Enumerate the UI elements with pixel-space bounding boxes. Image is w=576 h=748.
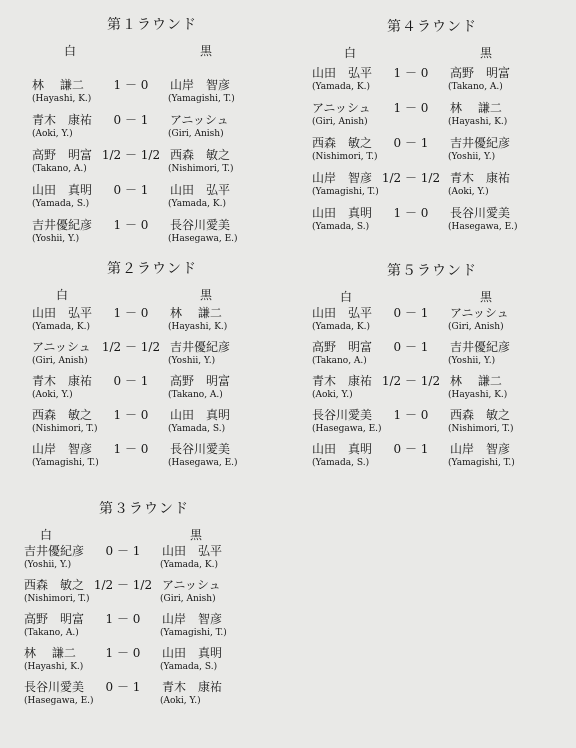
game-row xyxy=(32,181,272,215)
black-player-name: 林 謙二 xyxy=(450,374,502,388)
white-player-romaji: (Aoki, Y.) xyxy=(312,390,353,400)
black-player-romaji: (Hayashi, K.) xyxy=(448,390,508,400)
white-player-romaji: (Yamada, S.) xyxy=(312,458,370,468)
game-result: 1/2 － 1/2 xyxy=(101,340,161,354)
game-row xyxy=(32,440,272,474)
white-column-header: 白 xyxy=(40,528,53,542)
game-result: 1 － 0 xyxy=(393,408,429,422)
white-player-name: 山田 真明 xyxy=(32,183,93,197)
game-row xyxy=(312,304,552,338)
game-row xyxy=(312,99,552,133)
game-row xyxy=(312,204,552,238)
round-title: 第５ラウンド xyxy=(387,263,477,279)
white-player-romaji: (Nishimori, T.) xyxy=(32,424,98,434)
game-result: 0 － 1 xyxy=(393,136,429,150)
game-result: 1/2 － 1/2 xyxy=(381,374,441,388)
round-title: 第２ラウンド xyxy=(107,261,197,277)
round-block-4 xyxy=(312,16,552,239)
white-player-name: 高野 明富 xyxy=(312,340,373,354)
game-row xyxy=(32,146,272,180)
game-row xyxy=(312,64,552,98)
black-player-romaji: (Nishimori, T.) xyxy=(448,424,514,434)
black-player-name: 長谷川愛美 xyxy=(450,206,511,220)
black-player-romaji: (Hasegawa, E.) xyxy=(168,458,238,468)
white-player-romaji: (Yamagishi, T.) xyxy=(32,458,99,468)
game-row xyxy=(32,216,272,250)
round-title: 第４ラウンド xyxy=(387,19,477,35)
white-player-romaji: (Giri, Anish) xyxy=(32,356,88,366)
black-player-romaji: (Yamada, S.) xyxy=(168,424,226,434)
white-player-name: 山田 弘平 xyxy=(312,66,373,80)
game-row xyxy=(32,304,272,338)
white-player-name: 高野 明富 xyxy=(32,148,93,162)
white-player-name: 吉井優紀彦 xyxy=(32,218,93,232)
white-player-romaji: (Yamada, S.) xyxy=(32,199,90,209)
black-player-name: 吉井優紀彦 xyxy=(450,136,511,150)
game-row xyxy=(312,406,552,440)
white-player-name: 山田 真明 xyxy=(312,206,373,220)
white-player-name: 長谷川愛美 xyxy=(312,408,373,422)
black-player-name: 山岸 智彦 xyxy=(450,442,511,456)
game-result: 1/2 － 1/2 xyxy=(381,171,441,185)
white-player-name: 山田 弘平 xyxy=(32,306,93,320)
white-player-name: 林 謙二 xyxy=(24,646,76,660)
white-player-romaji: (Hasegawa, E.) xyxy=(24,696,94,706)
white-player-name: 山田 弘平 xyxy=(312,306,373,320)
game-row xyxy=(32,406,272,440)
black-player-romaji: (Giri, Anish) xyxy=(168,129,224,139)
black-player-name: 西森 敏之 xyxy=(170,148,231,162)
black-player-romaji: (Yamada, K.) xyxy=(168,199,226,209)
white-player-romaji: (Yamada, K.) xyxy=(312,82,370,92)
black-player-romaji: (Hayashi, K.) xyxy=(168,322,228,332)
game-result: 1 － 0 xyxy=(113,442,149,456)
black-player-name: 山岸 智彦 xyxy=(162,612,223,626)
black-column-header: 黒 xyxy=(190,528,203,542)
black-player-name: 高野 明富 xyxy=(170,374,231,388)
game-row xyxy=(24,644,264,678)
game-row xyxy=(32,111,272,145)
game-row xyxy=(32,338,272,372)
black-column-header: 黒 xyxy=(480,290,493,304)
black-player-name: 長谷川愛美 xyxy=(170,218,231,232)
white-player-name: 西森 敏之 xyxy=(24,578,85,592)
game-result: 1 － 0 xyxy=(393,66,429,80)
white-player-romaji: (Yoshii, Y.) xyxy=(24,560,72,570)
game-result: 0 － 1 xyxy=(393,306,429,320)
black-player-romaji: (Yoshii, Y.) xyxy=(448,152,496,162)
game-result: 1/2 － 1/2 xyxy=(93,578,153,592)
game-row xyxy=(312,169,552,203)
black-player-romaji: (Aoki, Y.) xyxy=(448,187,489,197)
round-block-5 xyxy=(312,260,552,474)
game-row xyxy=(32,372,272,406)
white-column-header: 白 xyxy=(64,44,77,58)
black-player-name: 長谷川愛美 xyxy=(170,442,231,456)
game-row xyxy=(312,440,552,474)
game-result: 0 － 1 xyxy=(105,680,141,694)
black-player-romaji: (Yamada, K.) xyxy=(160,560,218,570)
game-result: 1 － 0 xyxy=(105,612,141,626)
white-player-name: 山岸 智彦 xyxy=(312,171,373,185)
black-player-romaji: (Aoki, Y.) xyxy=(160,696,201,706)
white-player-romaji: (Yamada, K.) xyxy=(32,322,90,332)
white-player-name: 高野 明富 xyxy=(24,612,85,626)
white-column-header: 白 xyxy=(344,46,357,60)
game-row xyxy=(312,372,552,406)
black-player-romaji: (Giri, Anish) xyxy=(448,322,504,332)
black-player-name: 山田 弘平 xyxy=(170,183,231,197)
black-column-header: 黒 xyxy=(480,46,493,60)
white-player-romaji: (Hasegawa, E.) xyxy=(312,424,382,434)
black-player-name: 林 謙二 xyxy=(450,101,502,115)
black-player-name: アニッシュ xyxy=(170,113,229,127)
black-player-name: 西森 敏之 xyxy=(450,408,511,422)
black-player-name: アニッシュ xyxy=(450,306,509,320)
game-result: 0 － 1 xyxy=(113,183,149,197)
black-player-romaji: (Hasegawa, E.) xyxy=(168,234,238,244)
black-player-name: 山岸 智彦 xyxy=(170,78,231,92)
black-player-romaji: (Yamagishi, T.) xyxy=(168,94,235,104)
white-player-romaji: (Yamada, S.) xyxy=(312,222,370,232)
black-player-name: 吉井優紀彦 xyxy=(170,340,231,354)
white-player-romaji: (Giri, Anish) xyxy=(312,117,368,127)
white-player-romaji: (Nishimori, T.) xyxy=(24,594,90,604)
white-player-romaji: (Yamada, K.) xyxy=(312,322,370,332)
white-player-romaji: (Takano, A.) xyxy=(32,164,87,174)
white-player-romaji: (Aoki, Y.) xyxy=(32,390,73,400)
game-row xyxy=(312,134,552,168)
white-player-name: 長谷川愛美 xyxy=(24,680,85,694)
white-player-name: 青木 康祐 xyxy=(312,374,373,388)
game-result: 1 － 0 xyxy=(393,206,429,220)
game-result: 1/2 － 1/2 xyxy=(101,148,161,162)
black-player-romaji: (Yamada, S.) xyxy=(160,662,218,672)
round-block-2 xyxy=(32,258,272,474)
game-row xyxy=(312,338,552,372)
game-result: 1 － 0 xyxy=(113,408,149,422)
black-player-name: 山田 真明 xyxy=(162,646,223,660)
black-player-romaji: (Yoshii, Y.) xyxy=(168,356,216,366)
white-column-header: 白 xyxy=(56,288,69,302)
black-player-romaji: (Hasegawa, E.) xyxy=(448,222,518,232)
white-player-romaji: (Yamagishi, T.) xyxy=(312,187,379,197)
black-player-name: 高野 明富 xyxy=(450,66,511,80)
game-result: 0 － 1 xyxy=(393,340,429,354)
black-player-name: 青木 康祐 xyxy=(162,680,223,694)
game-result: 1 － 0 xyxy=(113,218,149,232)
white-column-header: 白 xyxy=(340,290,353,304)
white-player-name: 林 謙二 xyxy=(32,78,84,92)
round-block-3 xyxy=(24,498,264,712)
game-result: 0 － 1 xyxy=(113,113,149,127)
black-player-romaji: (Yoshii, Y.) xyxy=(448,356,496,366)
black-player-romaji: (Takano, A.) xyxy=(168,390,223,400)
game-row xyxy=(24,610,264,644)
black-player-name: 吉井優紀彦 xyxy=(450,340,511,354)
white-player-romaji: (Hayashi, K.) xyxy=(32,94,92,104)
black-player-romaji: (Nishimori, T.) xyxy=(168,164,234,174)
game-row xyxy=(24,576,264,610)
round-title: 第１ラウンド xyxy=(107,17,197,33)
game-row xyxy=(24,542,264,576)
game-result: 1 － 0 xyxy=(113,78,149,92)
black-player-name: 山田 弘平 xyxy=(162,544,223,558)
white-player-name: 山岸 智彦 xyxy=(32,442,93,456)
white-player-romaji: (Nishimori, T.) xyxy=(312,152,378,162)
white-player-name: アニッシュ xyxy=(312,101,371,115)
black-player-romaji: (Yamagishi, T.) xyxy=(160,628,227,638)
white-player-romaji: (Takano, A.) xyxy=(312,356,367,366)
white-player-name: 吉井優紀彦 xyxy=(24,544,85,558)
game-result: 1 － 0 xyxy=(113,306,149,320)
round-title: 第３ラウンド xyxy=(99,501,189,517)
white-player-name: アニッシュ xyxy=(32,340,91,354)
black-column-header: 黒 xyxy=(200,44,213,58)
black-player-name: 山田 真明 xyxy=(170,408,231,422)
white-player-romaji: (Takano, A.) xyxy=(24,628,79,638)
white-player-name: 西森 敏之 xyxy=(32,408,93,422)
black-player-romaji: (Hayashi, K.) xyxy=(448,117,508,127)
white-player-romaji: (Hayashi, K.) xyxy=(24,662,84,672)
white-player-romaji: (Aoki, Y.) xyxy=(32,129,73,139)
game-result: 1 － 0 xyxy=(105,646,141,660)
black-player-romaji: (Takano, A.) xyxy=(448,82,503,92)
white-player-name: 山田 真明 xyxy=(312,442,373,456)
black-player-romaji: (Yamagishi, T.) xyxy=(448,458,515,468)
white-player-romaji: (Yoshii, Y.) xyxy=(32,234,80,244)
game-result: 0 － 1 xyxy=(113,374,149,388)
round-block-1 xyxy=(32,14,272,251)
game-result: 0 － 1 xyxy=(393,442,429,456)
white-player-name: 青木 康祐 xyxy=(32,374,93,388)
white-player-name: 西森 敏之 xyxy=(312,136,373,150)
black-player-name: アニッシュ xyxy=(162,578,221,592)
black-player-name: 青木 康祐 xyxy=(450,171,511,185)
game-result: 1 － 0 xyxy=(393,101,429,115)
game-result: 0 － 1 xyxy=(105,544,141,558)
black-column-header: 黒 xyxy=(200,288,213,302)
game-row xyxy=(24,678,264,712)
white-player-name: 青木 康祐 xyxy=(32,113,93,127)
game-row xyxy=(32,76,272,110)
black-player-name: 林 謙二 xyxy=(170,306,222,320)
black-player-romaji: (Giri, Anish) xyxy=(160,594,216,604)
